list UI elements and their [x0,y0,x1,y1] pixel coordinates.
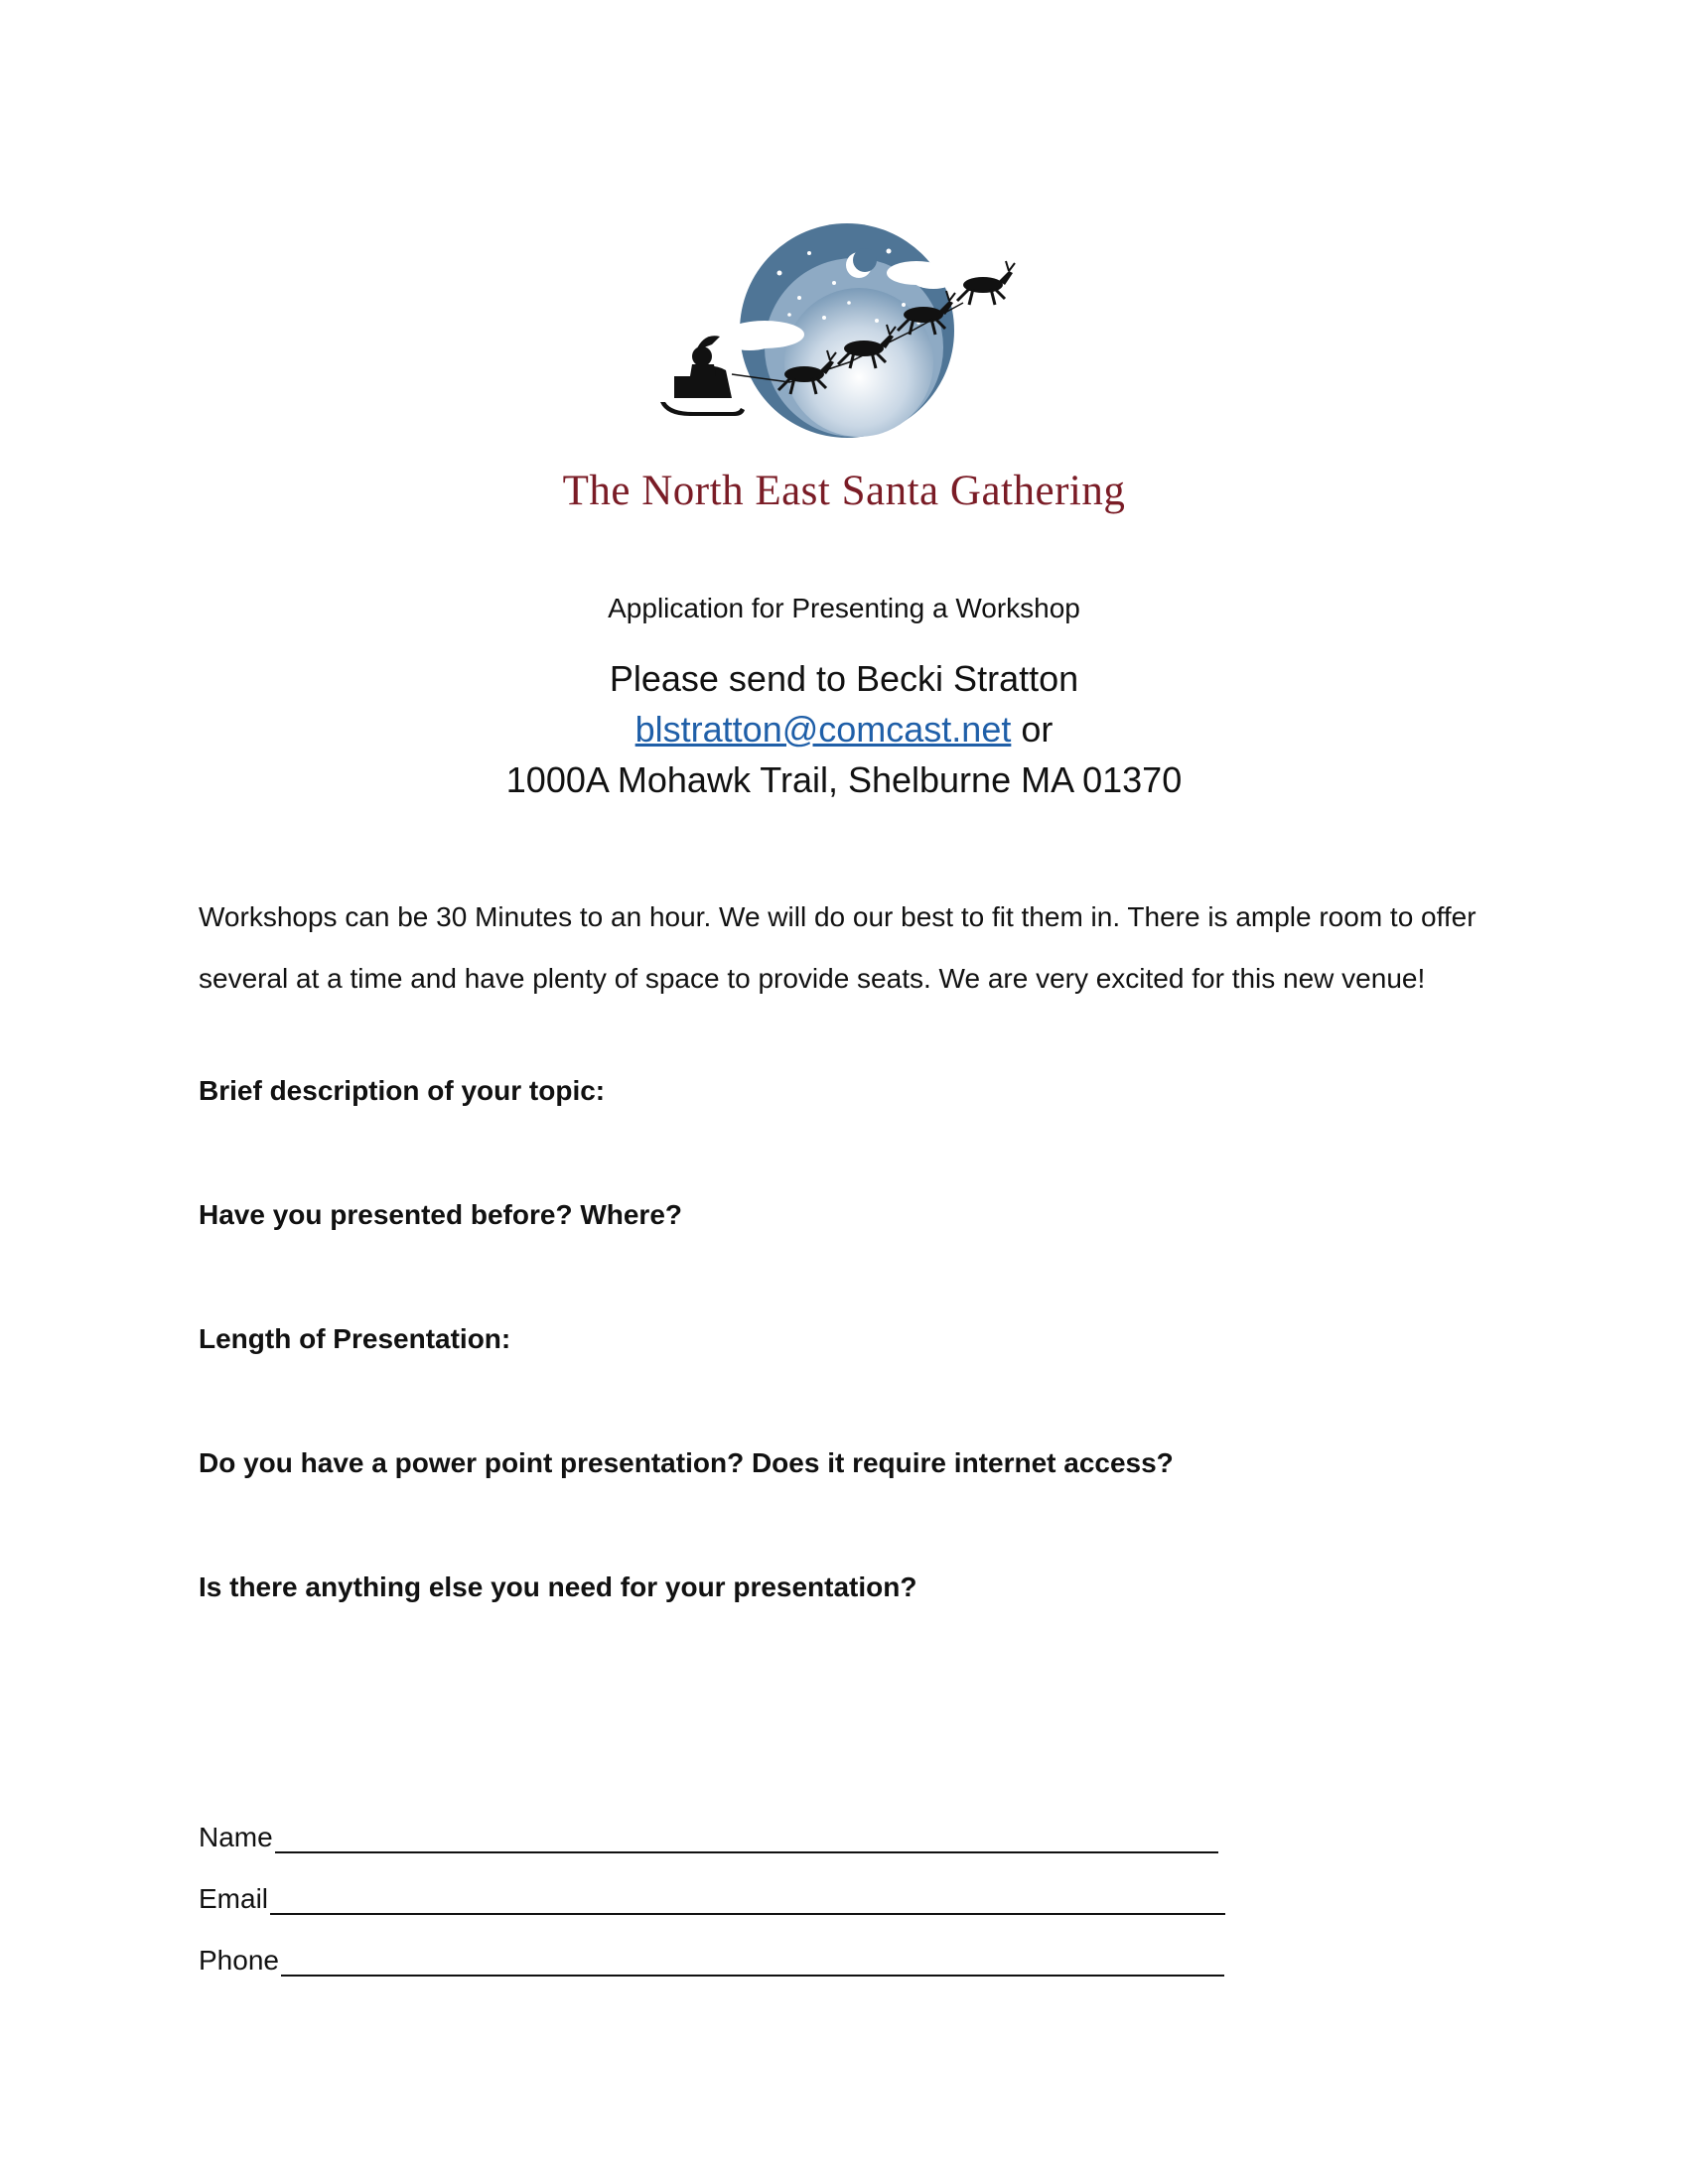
name-blank-line[interactable] [275,1822,1218,1853]
phone-blank-line[interactable] [281,1945,1224,1977]
question-topic-description: Brief description of your topic: [199,1075,606,1106]
email-blank-line[interactable] [270,1883,1225,1915]
email-field [199,1883,1225,1915]
email-link[interactable]: blstratton@comcast.net [634,709,1012,750]
question-presentation-length: Length of Presentation: [199,1323,511,1354]
mailing-address: 1000A Mohawk Trail, Shelburne MA 01370 [505,759,1183,800]
name-field [199,1822,1218,1853]
organization-title: The North East Santa Gathering [562,468,1126,514]
question-presented-before: Have you presented before? Where? [199,1199,683,1230]
contact-block [0,653,1688,805]
question-other-needs: Is there anything else you need for your presentation? [199,1571,917,1602]
name-field-label: Name [199,1822,273,1852]
email-line [0,704,1688,754]
question-power-point: Do you have a power point presentation? Does it require internet access? [199,1447,1174,1478]
phone-field-label: Phone [199,1945,279,1976]
email-field-label: Email [199,1883,269,1914]
phone-field [199,1945,1224,1977]
send-to-line: Please send to Becki Stratton [609,658,1079,699]
or-text: or [1011,709,1054,750]
santa-sleigh-moon-logo-icon [660,223,1033,452]
intro-paragraph: Workshops can be 30 Minutes to an hour. We will do our best to fit them in. There is ample room to offer several at a time and have plenty of space to provide seats. We are very excited for this new venue! [199,901,1477,994]
form-subtitle: Application for Presenting a Workshop [608,593,1080,623]
